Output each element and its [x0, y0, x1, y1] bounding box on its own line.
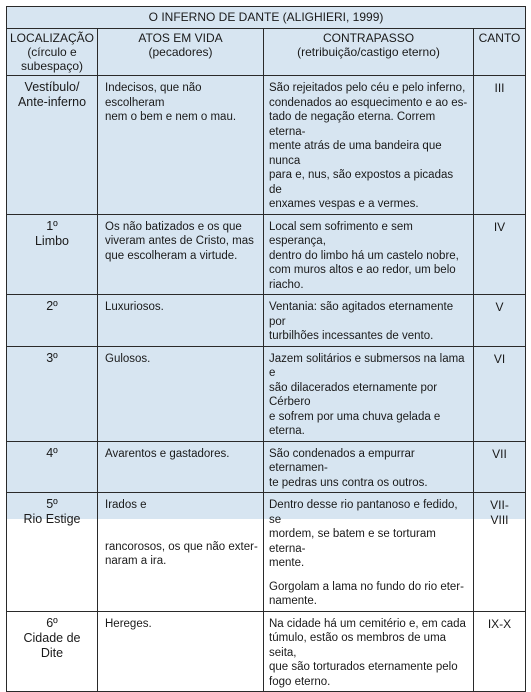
cell-canto: VII: [474, 441, 526, 493]
header-atos: ATOS EM VIDA (pecadores): [98, 29, 264, 76]
cell-localizacao: 5º Rio Estige: [7, 493, 98, 612]
table-row: [7, 611, 526, 692]
cell-canto: VII- VIII: [474, 493, 526, 612]
cell-atos: Os não batizados e os que viveram antes de Cristo, mas que escolheram a virtude.: [98, 214, 264, 295]
cell-atos: Gulosos.: [98, 346, 264, 441]
cell-contrapasso: São rejeitados pelo céu e pelo inferno, condenados ao esquecimento e ao es- tado de negação eterna. Correm eterna- mente atrás de uma bandeira que nunca para e, nus, são expostos a picadas de enxames vespas e a vermes.: [264, 76, 474, 215]
cell-contrapasso: Jazem solitários e submersos na lama e são dilacerados eternamente por Cérbero e sofrem por uma chuva gelada e eterna.: [264, 346, 474, 441]
header-row: [7, 29, 526, 76]
table-title: O INFERNO DE DANTE (ALIGHIERI, 1999): [7, 7, 526, 29]
cell-atos: Hereges.: [98, 611, 264, 692]
table-row: [7, 441, 526, 493]
cell-canto: VI: [474, 346, 526, 441]
cell-canto: III: [474, 76, 526, 215]
table-row: [7, 493, 526, 612]
header-canto: CANTO: [474, 29, 526, 76]
title-row: [7, 7, 526, 29]
cell-atos: Irados e rancorosos, os que não exter- naram a ira.: [98, 493, 264, 612]
cell-contrapasso: Dentro desse rio pantanoso e fedido, se mordem, se batem e se torturam eterna- mente. Gorgolam a lama no fundo do rio eter- namente.: [264, 493, 474, 612]
header-contrapasso: CONTRAPASSO (retribuição/castigo eterno): [264, 29, 474, 76]
cell-canto: V: [474, 295, 526, 347]
cell-localizacao: Vestíbulo/ Ante-inferno: [7, 76, 98, 215]
cell-localizacao: 6º Cidade de Dite: [7, 611, 98, 692]
cell-localizacao: 1º Limbo: [7, 214, 98, 295]
inferno-table: [6, 6, 526, 692]
cell-contrapasso: Local sem sofrimento e sem esperança, dentro do limbo há um castelo nobre, com muros altos e ao redor, um belo riacho.: [264, 214, 474, 295]
table-row: [7, 214, 526, 295]
table-row: [7, 76, 526, 215]
table-frame: [6, 6, 525, 688]
table-row: [7, 346, 526, 441]
table-row: [7, 295, 526, 347]
cell-localizacao: 2º: [7, 295, 98, 347]
cell-contrapasso: São condenados a empurrar eternamen- te pedras uns contra os outros.: [264, 441, 474, 493]
cell-atos: Avarentos e gastadores.: [98, 441, 264, 493]
cell-canto: IV: [474, 214, 526, 295]
cell-canto: IX-X: [474, 611, 526, 692]
cell-atos: Indecisos, que não escolheram nem o bem e nem o mau.: [98, 76, 264, 215]
cell-contrapasso: Ventania: são agitados eternamente por turbilhões incessantes de vento.: [264, 295, 474, 347]
cell-contrapasso: Na cidade há um cemitério e, em cada túmulo, estão os membros de uma seita, que são torturados eternamente pelo fogo eterno.: [264, 611, 474, 692]
cell-localizacao: 3º: [7, 346, 98, 441]
header-localizacao: LOCALIZAÇÃO (círculo e subespaço): [7, 29, 98, 76]
cell-atos: Luxuriosos.: [98, 295, 264, 347]
cell-localizacao: 4º: [7, 441, 98, 493]
